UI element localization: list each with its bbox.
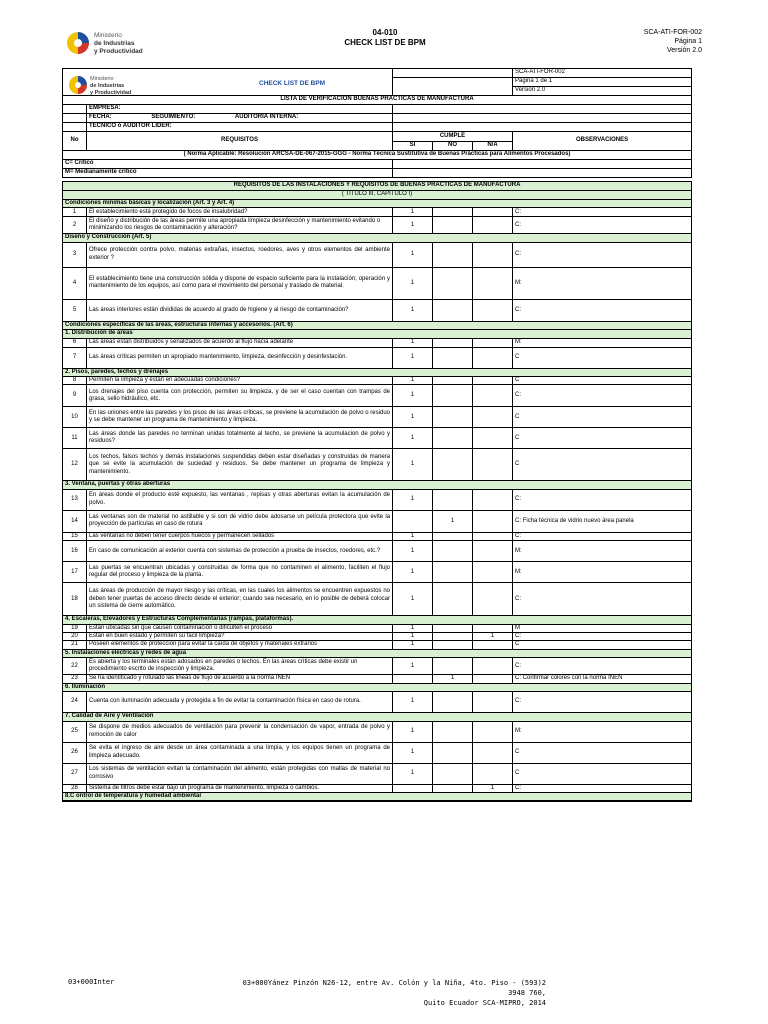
requirement-number: 20 [63, 633, 87, 641]
requirement-text: Poseen elementos de protección para evitar la caída de objetos y materiales extraños [87, 641, 393, 649]
requirement-text: Los techos, falsos techos y demás instalaciones suspendidas deben estar diseñadas y construidas de manera que se evite la acumulación de suciedad y residuos. Se debe mantener un programa de limpieza y mantenimiento. [87, 449, 393, 481]
observation-cell[interactable]: C: [513, 583, 692, 616]
cumple-na-cell[interactable] [473, 675, 513, 683]
cumple-si-cell[interactable]: 1 [393, 624, 433, 632]
cumple-na-cell[interactable] [473, 267, 513, 299]
requirement-row [63, 675, 692, 683]
requirement-row [63, 541, 692, 562]
cumple-na-cell[interactable] [473, 532, 513, 540]
cumple-si-cell[interactable]: 1 [393, 692, 433, 713]
requirement-number: 25 [63, 721, 87, 742]
requirement-number: 16 [63, 541, 87, 562]
requirement-row [63, 562, 692, 583]
document-name: CHECK LIST DE BPM [344, 38, 426, 47]
cumple-si-cell[interactable]: 1 [393, 267, 433, 299]
col-cumple-header: CUMPLE [393, 132, 513, 142]
observation-cell[interactable]: C [513, 449, 692, 481]
sheet-ministry-line-3: y Productividad [90, 90, 132, 96]
observation-cell[interactable]: C [513, 641, 692, 649]
cumple-no-cell[interactable] [433, 299, 473, 321]
cumple-na-cell[interactable] [473, 624, 513, 632]
requirement-text: Permiten la limpieza y están en adecuadas condiciones? [87, 377, 393, 385]
requirement-text: Es abierta y los terminales están adosados en paredes o techos. En las áreas críticas debe existir un procedimiento escrito de inspección y limpieza. [87, 658, 393, 675]
cumple-no-cell[interactable] [433, 377, 473, 385]
observation-cell[interactable]: C: [513, 385, 692, 407]
requirement-text: Los drenajes del piso cuenta con protección, permiten su limpieza, y de ser el caso cuentan con trampas de grasa, sello hidráulico, etc. [87, 385, 393, 407]
checklist-sheet [62, 68, 691, 802]
cumple-na-cell[interactable] [473, 763, 513, 784]
footer-address [226, 978, 546, 1008]
observation-cell[interactable]: M: [513, 562, 692, 583]
legend-medio: M= Medianamente crítico [63, 169, 393, 178]
section-title: 6. Iluminación [63, 683, 692, 691]
requirement-text: Están en buen estado y permiten su facil limpieza? [87, 633, 393, 641]
requirement-number: 22 [63, 658, 87, 675]
cumple-si-cell[interactable]: 1 [393, 721, 433, 742]
requirement-number: 3 [63, 242, 87, 267]
requirement-row [63, 658, 692, 675]
cumple-si-cell[interactable]: 1 [393, 299, 433, 321]
cumple-na-cell[interactable] [473, 721, 513, 742]
observation-cell[interactable]: C [513, 347, 692, 368]
requirement-text: Las puertas se encuentran ubicadas y construidas de forma que no contaminen el alimento, faciliten el flujo regular del proceso y limpieza de la planta. [87, 562, 393, 583]
cumple-no-cell[interactable] [433, 428, 473, 449]
cumple-si-cell[interactable]: 1 [393, 338, 433, 347]
cumple-no-cell[interactable] [433, 742, 473, 763]
requirement-number: 10 [63, 407, 87, 428]
requirement-row [63, 347, 692, 368]
cumple-no-cell[interactable] [433, 763, 473, 784]
section-title: Condiciones mínimas básicas y localización (Art. 3 y Art. 4) [63, 200, 692, 208]
col-na-header: N/A [473, 142, 513, 151]
cumple-no-cell[interactable] [433, 347, 473, 368]
cumple-si-cell[interactable]: 1 [393, 633, 433, 641]
requirement-text: Las ventanas no deben tener cuerpos huecos y permanecen sellados [87, 532, 393, 540]
section-header-row [63, 481, 692, 489]
section-header-row [63, 649, 692, 657]
requirement-text: En caso de comunicación al exterior cuenta con sistemas de protección a prueba de insectos, roedores, etc.? [87, 541, 393, 562]
requirement-row [63, 641, 692, 649]
cumple-na-cell[interactable] [473, 377, 513, 385]
requirement-row [63, 692, 692, 713]
requirement-text: El establecimiento está protegido de focos de insalubridad? [87, 208, 393, 217]
section-header-row [63, 368, 692, 376]
requirement-number: 1 [63, 208, 87, 217]
requirement-number: 11 [63, 428, 87, 449]
cumple-si-cell[interactable]: 1 [393, 763, 433, 784]
section-title: 2. Pisos, paredes, techos y drenajes [63, 368, 692, 376]
cumple-no-cell[interactable] [433, 583, 473, 616]
cumple-na-cell[interactable] [473, 641, 513, 649]
cumple-si-cell[interactable]: 1 [393, 347, 433, 368]
requirement-number: 4 [63, 267, 87, 299]
requirement-text: Cuenta con iluminación adecuada y protegida a fin de evitar la contaminación física en caso de rotura. [87, 692, 393, 713]
version: Versión 2.0 [666, 47, 702, 54]
requirement-number: 21 [63, 641, 87, 649]
list-title: LISTA DE VERIFICACIÓN BUENAS PRÁCTICAS DE MANUFACTURA [63, 96, 692, 105]
requirement-text: Ofrece protección contra polvo, materias extrañas, insectos, roedores, aves y otros elementos del ambiente exterior ? [87, 242, 393, 267]
section-title: 7. Calidad de Aire y Ventilación [63, 713, 692, 721]
observation-cell[interactable]: C: [513, 692, 692, 713]
cumple-na-cell[interactable] [473, 338, 513, 347]
requirement-text: El diseño y distribución de las áreas permite una apropiada limpieza desinfección y mantenimiento evitando o minimizando los riesgos de contaminación y alteración? [87, 217, 393, 234]
col-no2-header: NO [433, 142, 473, 151]
cumple-no-cell[interactable] [433, 658, 473, 675]
requirement-number: 6 [63, 338, 87, 347]
section-title: 4. Escaleras, Elevadores y Estructuras Complementarias (rampas, plataformas). [63, 616, 692, 624]
document-code: 04-010 [372, 28, 398, 37]
cumple-na-cell[interactable] [473, 347, 513, 368]
col-no-header: No [63, 132, 87, 151]
cumple-na-cell[interactable] [473, 742, 513, 763]
cumple-na-cell[interactable] [473, 385, 513, 407]
form-code: SCA-ATI-FOR-002 [643, 29, 702, 36]
fecha-label: FECHA: [89, 114, 112, 121]
requirement-number: 26 [63, 742, 87, 763]
requirement-text: Las áreas están distribuidos y señalizados de acuerdo al flujo hacia adelante [87, 338, 393, 347]
section-title: 1. Distribución de áreas [63, 330, 692, 338]
cumple-na-cell[interactable] [473, 658, 513, 675]
requirement-number: 8 [63, 377, 87, 385]
cumple-no-cell[interactable] [433, 267, 473, 299]
requirement-number: 9 [63, 385, 87, 407]
requirement-text: Los sistemas de ventilación evitan la contaminación del alimento, están protegidas con mallas de material no corrosivo [87, 763, 393, 784]
requirement-number: 24 [63, 692, 87, 713]
cumple-na-cell[interactable] [473, 692, 513, 713]
observation-cell[interactable]: C [513, 428, 692, 449]
cumple-no-cell[interactable] [433, 489, 473, 510]
requirement-row [63, 338, 692, 347]
requirement-text: Las áreas críticas permiten un apropiado mantenimiento, limpieza, desinfección y desinfestación. [87, 347, 393, 368]
page-number: Página 1 [674, 38, 702, 45]
cumple-si-cell[interactable] [393, 675, 433, 683]
observation-cell[interactable]: M: [513, 721, 692, 742]
requirement-row [63, 208, 692, 217]
col-obs-header: OBSERVACIONES [513, 132, 692, 151]
cumple-no-cell[interactable] [433, 784, 473, 792]
requirement-number: 17 [63, 562, 87, 583]
requirement-row [63, 267, 692, 299]
observation-cell[interactable]: C: [513, 532, 692, 540]
ministry-line-3: y Productividad [94, 48, 143, 55]
requirement-rows [63, 200, 692, 802]
requirement-text: Las áreas de producción de mayor riesgo y las críticas, en las cuales los alimentos se encuentren expuestos no deben tener puertas de acceso directo desde el exterior; cuando sea necesario, en lo posible de deberá colocar un sistema de cierre automático. [87, 583, 393, 616]
section-title: Diseño y Construcción (Art. 5) [63, 234, 692, 242]
col-si-header: SI [393, 142, 433, 151]
seguimiento-label: SEGUIMIENTO: [151, 114, 196, 121]
norma-line: ( Norma Aplicable: Resolución ARCSA-DE-067-2015-GGG - Norma Técnica Sustitutiva de Buenas Prácticas para Alimentos Procesados) [63, 151, 692, 160]
ministry-logo [64, 28, 174, 58]
observation-cell[interactable]: M: [513, 338, 692, 347]
cumple-no-cell[interactable]: 1 [433, 510, 473, 532]
cumple-si-cell[interactable]: 1 [393, 242, 433, 267]
requirement-row [63, 449, 692, 481]
observation-cell[interactable]: C: [513, 658, 692, 675]
cumple-na-cell[interactable]: 1 [473, 633, 513, 641]
cumple-na-cell[interactable] [473, 449, 513, 481]
cumple-si-cell[interactable]: 1 [393, 541, 433, 562]
section-header-row [63, 200, 692, 208]
cumple-si-cell[interactable]: 1 [393, 742, 433, 763]
cumple-si-cell[interactable]: 1 [393, 658, 433, 675]
requirement-row [63, 532, 692, 540]
requirement-row [63, 217, 692, 234]
requirement-row [63, 633, 692, 641]
cumple-na-cell[interactable] [473, 583, 513, 616]
requirement-text: Se dispone de medios adecuados de ventilación para prevenir la condensación de vapor, entrada de polvo y remoción de calor [87, 721, 393, 742]
section-header-row [63, 683, 692, 691]
sheet-ministry-line-1: Ministerio [90, 76, 114, 82]
footer-line-1: 03+000Yánez Pinzón N26-12, entre Av. Colón y la Niña, 4to. Piso - (593)2 3948 760, [242, 979, 546, 997]
cumple-no-cell[interactable] [433, 532, 473, 540]
observation-cell[interactable]: C: Confirmar colores con la norma INEN [513, 675, 692, 683]
cumple-si-cell[interactable]: 1 [393, 641, 433, 649]
cumple-no-cell[interactable] [433, 385, 473, 407]
requirement-number: 14 [63, 510, 87, 532]
fecha-row [87, 114, 393, 123]
requirement-text: En las uniones entre las paredes y los pisos de las áreas críticas, se previene la acumulación de polvo o residuo y se debe mantener un programa de mantenimiento y limpieza. [87, 407, 393, 428]
sheet-page: Página 1 de 1 [513, 78, 692, 87]
observation-cell[interactable]: C: [513, 633, 692, 641]
requirement-row [63, 721, 692, 742]
requirement-text: Las áreas donde las paredes no terminan unidas totalmente al techo, se previene la acumulacion de polvo y residuos? [87, 428, 393, 449]
section-header-row [63, 330, 692, 338]
observation-cell[interactable]: M [513, 624, 692, 632]
cumple-na-cell[interactable]: 1 [473, 784, 513, 792]
cumple-na-cell[interactable] [473, 208, 513, 217]
requirement-number: 27 [63, 763, 87, 784]
requirement-number: 23 [63, 675, 87, 683]
requirement-row [63, 428, 692, 449]
observation-cell[interactable]: M: [513, 267, 692, 299]
requirement-number: 7 [63, 347, 87, 368]
cumple-si-cell[interactable]: 1 [393, 428, 433, 449]
observation-cell[interactable]: C [513, 742, 692, 763]
observation-cell[interactable]: C [513, 763, 692, 784]
cumple-si-cell[interactable]: 1 [393, 407, 433, 428]
requirement-text: Las ventanas son de material no astillable y si son de vidrio debe adosarse un película protectora que evite la proyección de partículas en caso de rotura [87, 510, 393, 532]
ministry-line-1: Ministerio [94, 32, 122, 39]
cumple-na-cell[interactable] [473, 562, 513, 583]
requirement-row [63, 742, 692, 763]
observation-cell[interactable]: C: [513, 489, 692, 510]
cumple-si-cell[interactable]: 1 [393, 208, 433, 217]
requirement-text: Sistema de filtros debe estar bajo un programa de mantenimiento, limpieza o cambios. [87, 784, 393, 792]
cumple-si-cell[interactable]: 1 [393, 489, 433, 510]
cumple-si-cell[interactable]: 1 [393, 562, 433, 583]
cumple-no-cell[interactable] [433, 721, 473, 742]
observation-cell[interactable]: C: [513, 242, 692, 267]
observation-cell[interactable]: C: [513, 299, 692, 321]
requirement-row [63, 377, 692, 385]
requirement-row [63, 784, 692, 792]
sheet-form-code: SCA-ATI-FOR-002 [513, 69, 692, 78]
cumple-no-cell[interactable] [433, 208, 473, 217]
observation-cell[interactable]: C [513, 407, 692, 428]
requirement-row [63, 510, 692, 532]
ministry-line-2: de Industrias [94, 40, 135, 47]
requirement-number: 13 [63, 489, 87, 510]
cumple-no-cell[interactable] [433, 562, 473, 583]
cumple-no-cell[interactable] [433, 449, 473, 481]
requirement-text: Se ha identificado y rotulado las lineas de flujo de acuerdo a la norma INEN [87, 675, 393, 683]
section-header-row [63, 321, 692, 329]
cumple-na-cell[interactable] [473, 428, 513, 449]
observation-cell[interactable]: C: [513, 217, 692, 234]
cumple-na-cell[interactable] [473, 299, 513, 321]
cumple-no-cell[interactable] [433, 541, 473, 562]
cumple-si-cell[interactable]: 1 [393, 532, 433, 540]
ministry-emblem-icon [64, 28, 174, 58]
sheet-version: Versión 2.0 [513, 87, 692, 96]
observation-cell[interactable]: C: [513, 784, 692, 792]
requirement-row [63, 242, 692, 267]
cumple-no-cell[interactable] [433, 624, 473, 632]
cumple-si-cell[interactable] [393, 784, 433, 792]
cumple-na-cell[interactable] [473, 242, 513, 267]
requirement-text: El establecimiento tiene una construcción sólida y dispone de espacio suficiente para la instalación; operación y mantenimiento de los equipos, así como para el movimiento del personal y traslado de material. [87, 267, 393, 299]
cumple-no-cell[interactable] [433, 641, 473, 649]
cumple-si-cell[interactable]: 1 [393, 449, 433, 481]
requirement-row [63, 407, 692, 428]
requirement-row [63, 299, 692, 321]
section-title: 8.C ontrol de temperatura y humedad ambiental [63, 792, 692, 801]
requirement-number: 2 [63, 217, 87, 234]
footer-left: 03+000Inter [68, 978, 115, 986]
cumple-no-cell[interactable] [433, 242, 473, 267]
sheet-logo-cell [63, 69, 393, 96]
section-header-row [63, 713, 692, 721]
document-meta [644, 28, 702, 55]
cumple-na-cell[interactable] [473, 407, 513, 428]
requirement-number: 12 [63, 449, 87, 481]
requirement-number: 28 [63, 784, 87, 792]
cumple-na-cell[interactable] [473, 541, 513, 562]
legend-critico: C= Crítico [63, 160, 393, 169]
requirement-text: Se evita el ingreso de aire desde un área contaminada a una limpia, y los equipos tienen un programa de limpieza adecuado. [87, 742, 393, 763]
requisitos-subtitle: ( TÍTULO III, CAPÍTULO I) [63, 191, 692, 200]
requisitos-title: REQUISITOS DE LAS INSTALACIONES Y REQUISITOS DE BUENAS PRÁCTICAS DE MANUFACTURA [63, 182, 692, 191]
section-header-row [63, 792, 692, 801]
cumple-no-cell[interactable] [433, 338, 473, 347]
cumple-no-cell[interactable]: 1 [433, 675, 473, 683]
section-title: 5. Instalaciones eléctricas y redes de agua [63, 649, 692, 657]
section-header-row [63, 234, 692, 242]
auditoria-label: AUDITORÍA INTERNA: [234, 114, 299, 121]
observation-cell[interactable]: M: [513, 541, 692, 562]
section-title: 3. Ventana, puertas y otras aberturas [63, 481, 692, 489]
cumple-si-cell[interactable]: 1 [393, 217, 433, 234]
observation-cell[interactable]: C: [513, 208, 692, 217]
cumple-si-cell[interactable]: 1 [393, 385, 433, 407]
requirement-text: Las áreas interiores están divididas de acuerdo al grado de higiene y al riesgo de contaminación? [87, 299, 393, 321]
section-header-row [63, 616, 692, 624]
cumple-na-cell[interactable] [473, 510, 513, 532]
sheet-title: CHECK LIST DE BPM [259, 80, 326, 87]
cumple-no-cell[interactable] [433, 217, 473, 234]
empresa-label: EMPRESA: [87, 105, 393, 114]
requirement-number: 15 [63, 532, 87, 540]
observation-cell[interactable]: C [513, 377, 692, 385]
requirement-number: 19 [63, 624, 87, 632]
tecnico-label: TÉCNICO ó AUDITOR LIDER: [87, 123, 393, 132]
cumple-si-cell[interactable]: 1 [393, 377, 433, 385]
footer-line-2: Quito Ecuador SCA-MIPRO, 2014 [423, 999, 546, 1007]
requirement-row [63, 624, 692, 632]
document-title [300, 28, 470, 48]
cumple-si-cell[interactable] [393, 510, 433, 532]
cumple-no-cell[interactable] [433, 692, 473, 713]
requirement-text: En áreas donde el producto esté expuesto, las ventanas , repisas y otras aberturas evitan la acumulación de polvo. [87, 489, 393, 510]
requirement-text: Están ubicadas sin que causen contaminación o dificulten el proceso [87, 624, 393, 632]
requirement-row [63, 385, 692, 407]
requirement-number: 18 [63, 583, 87, 616]
section-title: Condiciones específicas de las áreas, estructuras internas y accesorios. (Art. 6) [63, 321, 692, 329]
checklist-table [62, 68, 692, 802]
page-header [0, 0, 768, 62]
col-req-header: REQUISITOS [87, 132, 393, 151]
sheet-ministry-line-2: de Industrias [90, 83, 125, 89]
requirement-row [63, 583, 692, 616]
observation-cell[interactable]: C: Ficha técnica de vidrio nuevo área panela [513, 510, 692, 532]
ministry-logo-small-icon [67, 71, 147, 96]
requirement-row [63, 763, 692, 784]
requirement-row [63, 489, 692, 510]
cumple-na-cell[interactable] [473, 489, 513, 510]
cumple-no-cell[interactable] [433, 407, 473, 428]
requirement-number: 5 [63, 299, 87, 321]
cumple-no-cell[interactable] [433, 633, 473, 641]
cumple-si-cell[interactable]: 1 [393, 583, 433, 616]
cumple-na-cell[interactable] [473, 217, 513, 234]
